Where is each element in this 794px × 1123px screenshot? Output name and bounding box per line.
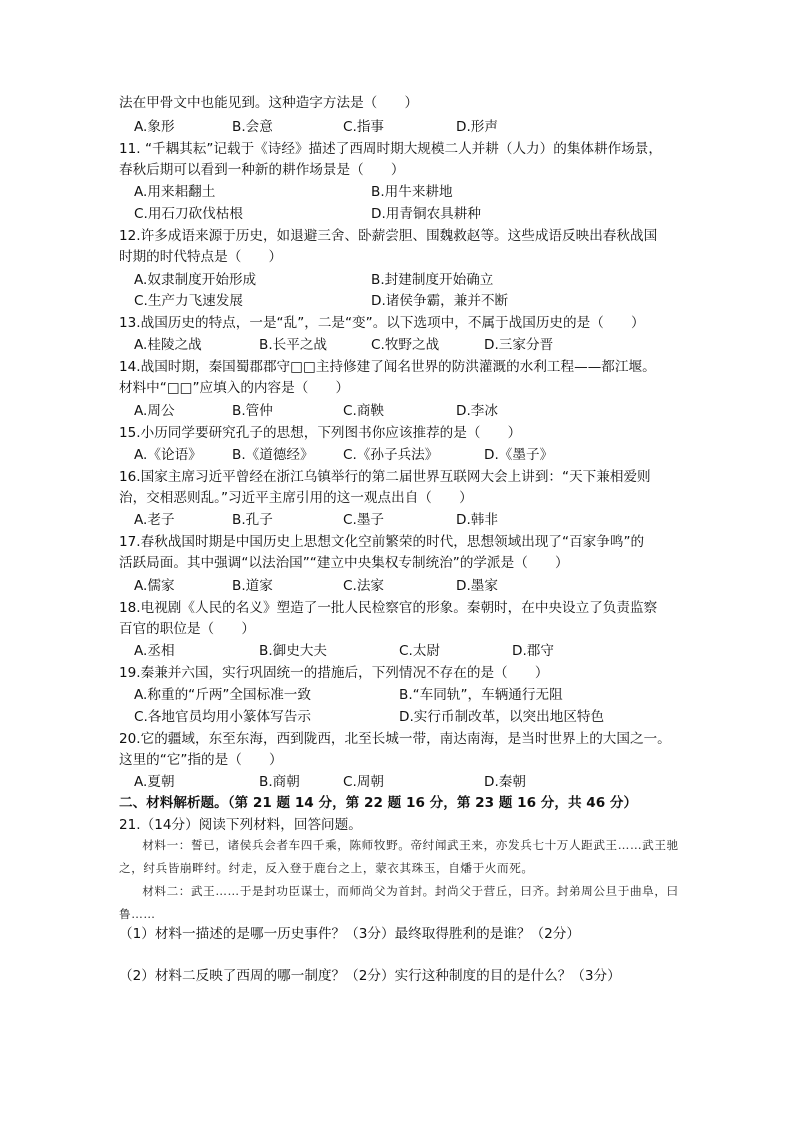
option-d: D.李冰 <box>456 403 498 419</box>
option-d: D.实行币制改革，以突出地区特色 <box>399 709 605 725</box>
q21-sub2: （2）材料二反映了西周的哪一制度？（2分）实行这种制度的目的是什么？（3分） <box>119 968 621 984</box>
q12-stem: 12.许多成语来源于历史，如退避三舍、卧薪尝胆、围魏救赵等。这些成语反映出春秋战国 <box>119 228 658 244</box>
option-a: A.周公 <box>134 403 175 419</box>
option-b: B.商朝 <box>259 774 300 790</box>
q10-stem-end: 法在甲骨文中也能见到。这种造字方法是（ ） <box>119 95 419 111</box>
q20-stem: 20.它的疆域，东至东海，西到陇西，北至长城一带，南达南海，是当时世界上的大国之一。 <box>119 731 671 747</box>
q20-options <box>0 772 794 792</box>
option-d: D.用青铜农具耕种 <box>371 206 481 222</box>
option-d: D.三家分晋 <box>484 337 554 353</box>
option-c: C.用石刀砍伐枯根 <box>134 206 243 222</box>
option-c: C.生产力飞速发展 <box>134 293 243 309</box>
option-a: A.用来耜翻土 <box>134 184 216 200</box>
option-b: B.“车同轨”，车辆通行无阻 <box>399 687 563 703</box>
option-c: C.牧野之战 <box>371 337 440 353</box>
q18-options <box>0 641 794 661</box>
option-c: C.商鞅 <box>343 403 385 419</box>
option-a: A.老子 <box>134 512 175 528</box>
option-c: C.法家 <box>343 578 385 594</box>
q18-stem-cont: 百官的职位是（ ） <box>119 621 255 637</box>
option-d: D.秦朝 <box>484 774 526 790</box>
q17-options <box>0 576 794 596</box>
option-c: C.墨子 <box>343 512 385 528</box>
option-d: D.郡守 <box>512 643 554 659</box>
q11-options-row2 <box>0 204 794 224</box>
option-b: B.封建制度开始确立 <box>371 272 494 288</box>
option-d: D.诸侯争霸，兼并不断 <box>371 293 509 309</box>
q19-options-row1 <box>0 685 794 705</box>
q20-stem-cont: 这里的“它”指的是（ ） <box>119 752 283 768</box>
option-a: A.丞相 <box>134 643 175 659</box>
option-a: A.称重的“斤两”全国标准一致 <box>134 687 311 703</box>
option-b: B.用牛来耕地 <box>371 184 453 200</box>
q11-options-row1 <box>0 182 794 202</box>
option-a: A.《论语》 <box>134 447 202 463</box>
option-c: C.各地官员均用小篆体写告示 <box>134 709 311 725</box>
q21-sub1: （1）材料一描述的是哪一历史事件？（3分）最终取得胜利的是谁？（2分） <box>119 926 580 942</box>
option-a: A.象形 <box>134 119 175 135</box>
q17-stem-cont: 活跃局面。其中强调“以法治国”“建立中央集权专制统治”的学派是（ ） <box>119 555 569 571</box>
option-a: A.儒家 <box>134 578 175 594</box>
q16-stem: 16.国家主席习近平曾经在浙江乌镇举行的第二届世界互联网大会上讲到：“天下兼相爱则 <box>119 469 651 485</box>
q14-options <box>0 401 794 421</box>
q15-options <box>0 445 794 465</box>
option-c: C.太尉 <box>399 643 441 659</box>
q11-stem: 11. “千耦其耘”记载于《诗经》描述了西周时期大规模二人并耕（人力）的集体耕作场景， <box>119 141 662 157</box>
q16-stem-cont: 治，交相恶则乱。”习近平主席引用的这一观点出自（ ） <box>119 490 473 506</box>
q11-stem-cont: 春秋后期可以看到一种新的耕作场景是（ ） <box>119 162 405 178</box>
option-b: B.孔子 <box>232 512 273 528</box>
option-d: D.《墨子》 <box>484 447 554 463</box>
option-b: B.长平之战 <box>259 337 328 353</box>
option-b: B.会意 <box>232 119 273 135</box>
q12-stem-cont: 时期的时代特点是（ ） <box>119 249 283 265</box>
q15-stem: 15.小历同学要研究孔子的思想，下列图书你应该推荐的是（ ） <box>119 425 522 441</box>
option-c: C.指事 <box>343 119 385 135</box>
material-2: 材料二：武王……于是封功臣谋士，而师尚父为首封。封尚父于营丘，曰齐。封弟周公旦于曲阜，曰鲁…… <box>119 884 679 921</box>
q16-options <box>0 510 794 530</box>
option-a: A.夏朝 <box>134 774 175 790</box>
q19-stem: 19.秦兼并六国，实行巩固统一的措施后，下列情况不存在的是（ ） <box>119 665 549 681</box>
q12-options-row1 <box>0 270 794 290</box>
option-c: C.《孙子兵法》 <box>343 447 439 463</box>
q21-materials <box>119 834 679 926</box>
option-a: A.奴隶制度开始形成 <box>134 272 257 288</box>
option-d: D.形声 <box>456 119 498 135</box>
q14-stem-cont: 材料中“□□”应填入的内容是（ ） <box>119 380 350 396</box>
q12-options-row2 <box>0 291 794 311</box>
option-b: B.道家 <box>232 578 273 594</box>
option-c: C.周朝 <box>343 774 385 790</box>
section-heading: 二、材料解析题。（第 21 题 14 分，第 22 题 16 分，第 23 题 16 分，共 46 分） <box>119 795 638 811</box>
option-d: D.墨家 <box>456 578 498 594</box>
q19-options-row2 <box>0 707 794 727</box>
q17-stem: 17.春秋战国时期是中国历史上思想文化空前繁荣的时代，思想领域出现了“百家争鸣”的 <box>119 534 645 550</box>
q13-stem: 13.战国历史的特点，一是“乱”，二是“变”。以下选项中，不属于战国历史的是（ ） <box>119 315 645 331</box>
option-b: B.《道德经》 <box>232 447 314 463</box>
q13-options <box>0 335 794 355</box>
option-b: B.管仲 <box>232 403 273 419</box>
material-1: 材料一：誓已，诸侯兵会者车四千乘，陈师牧野。帝纣闻武王来，亦发兵七十万人距武王……武王驰之，纣兵皆崩畔纣。纣走，反入登于鹿台之上，蒙衣其珠玉，自燔于火而死。 <box>119 838 679 875</box>
q18-stem: 18.电视剧《人民的名义》塑造了一批人民检察官的形象。秦朝时，在中央设立了负责监察 <box>119 600 658 616</box>
option-a: A.桂陵之战 <box>134 337 202 353</box>
option-b: B.御史大夫 <box>259 643 328 659</box>
q21-stem: 21.（14分）阅读下列材料，回答问题。 <box>119 817 362 833</box>
q10-options <box>0 117 794 137</box>
q14-stem: 14.战国时期，秦国蜀郡郡守□□主持修建了闻名世界的防洪灌溉的水利工程——都江堰。 <box>119 359 656 375</box>
option-d: D.韩非 <box>456 512 498 528</box>
